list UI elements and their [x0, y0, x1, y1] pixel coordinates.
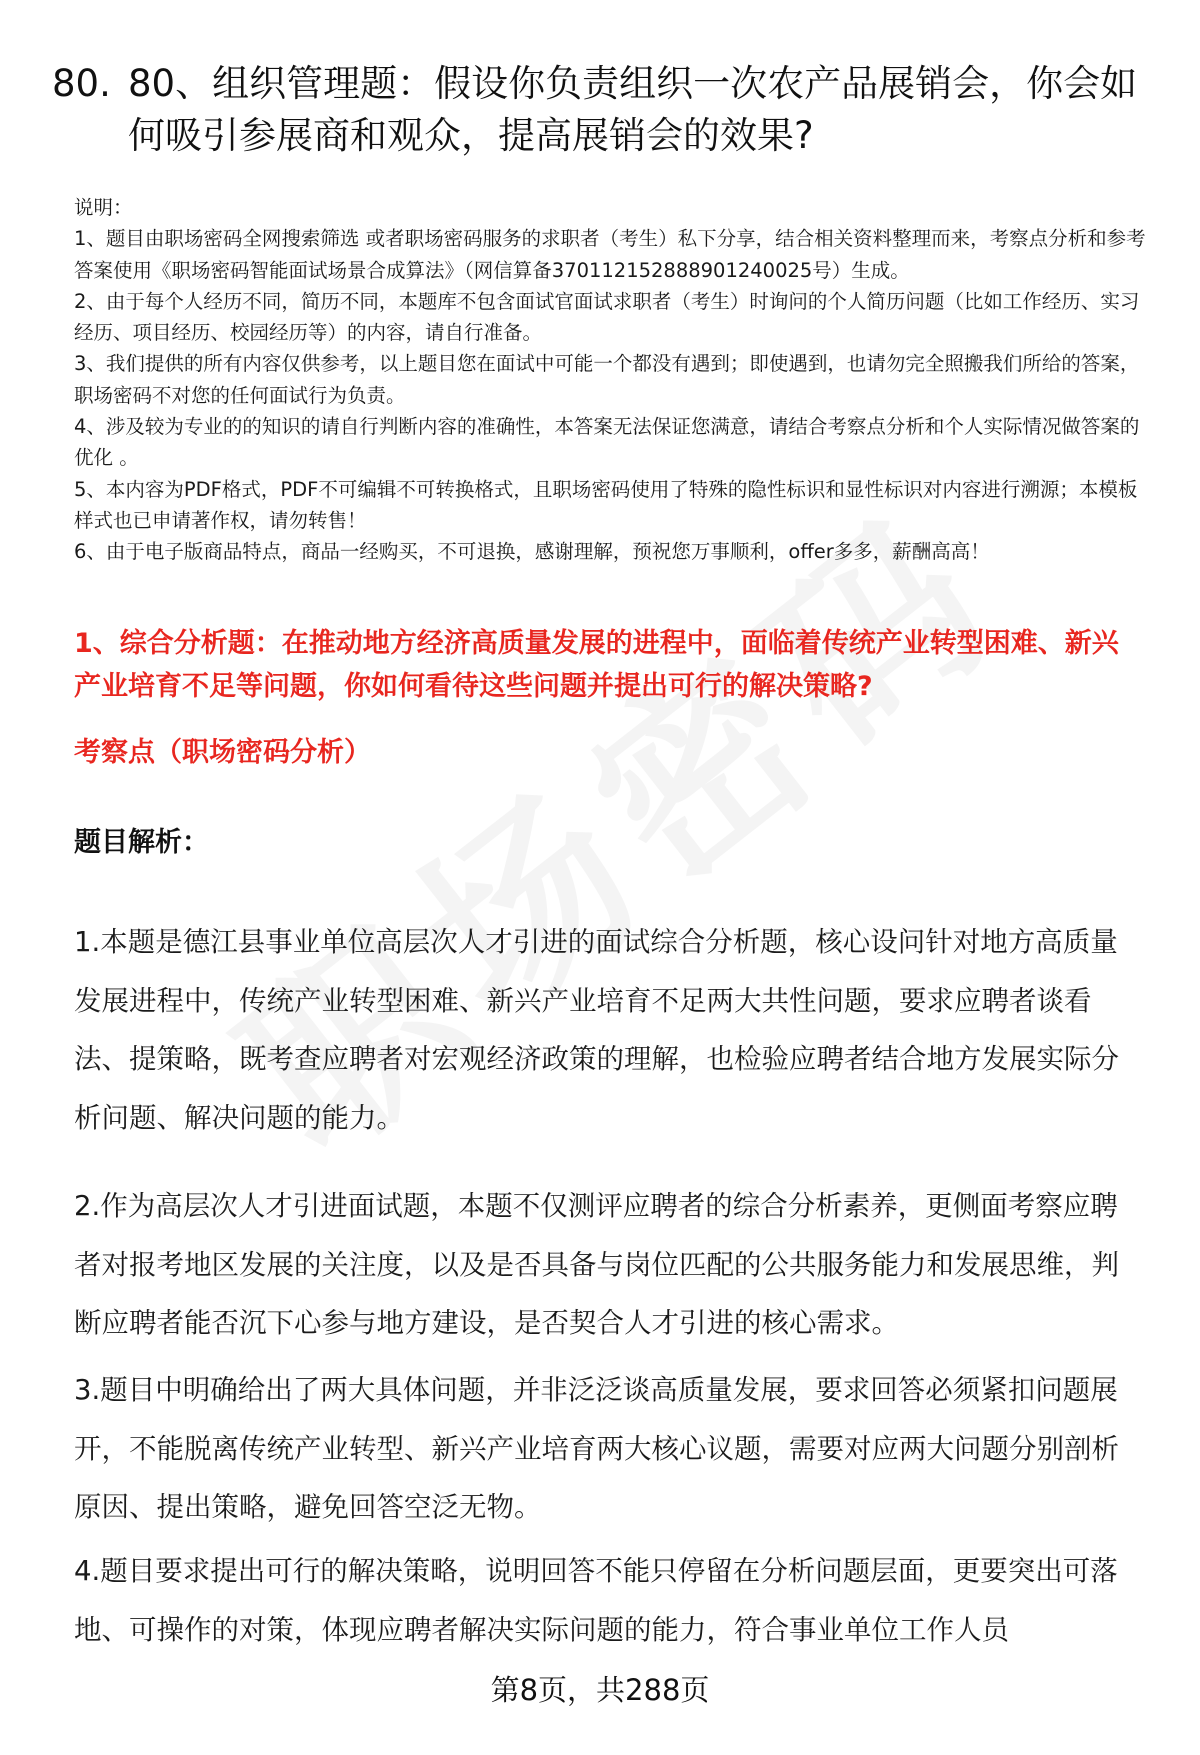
analysis-paragraph-2: 2.作为高层次人才引进面试题，本题不仅测评应聘者的综合分析素养，更侧面考察应聘者对报考地区发展的关注度，以及是否具备与岗位匹配的公共服务能力和发展思维，判断应聘者能否沉下心参与地方建设，是否契合人才引进的核心需求。 — [74, 1190, 1119, 1339]
analysis-paragraph-1: 1.本题是德江县事业单位高层次人才引进的面试综合分析题，核心设问针对地方高质量发展进程中，传统产业转型困难、新兴产业培育不足两大共性问题，要求应聘者谈看法、提策略，既考查应聘者对宏观经济政策的理解，也检验应聘者结合地方发展实际分析问题、解决问题的能力。 — [74, 926, 1119, 1134]
sub-question-title: 1、综合分析题：在推动地方经济高质量发展的进程中，面临着传统产业转型困难、新兴产业培育不足等问题，你如何看待这些问题并提出可行的解决策略? — [74, 628, 1119, 702]
note-item: 5、本内容为PDF格式，PDF不可编辑不可转换格式，且职场密码使用了特殊的隐性标识和显性标识对内容进行溯源；本模板样式也已申请著作权，请勿转售！ — [74, 477, 1138, 532]
analysis-paragraph-3: 3.题目中明确给出了两大具体问题，并非泛泛谈高质量发展，要求回答必须紧扣问题展开，不能脱离传统产业转型、新兴产业培育两大核心议题，需要对应两大问题分别剖析原因、提出策略，避免回答空泛无物。 — [74, 1374, 1119, 1523]
note-item: 1、题目由职场密码全网搜索筛选 或者职场密码服务的求职者（考生）私下分享，结合相关资料整理而来，考察点分析和参考答案使用《职场密码智能面试场景合成算法》（网信算备370112152888901240025号）生成。 — [74, 227, 1146, 282]
notes-title: 说明： — [74, 196, 133, 219]
analysis-paragraph-4: 4.题目要求提出可行的解决策略，说明回答不能只停留在分析问题层面，更要突出可落地、可操作的对策，体现应聘者解决实际问题的能力，符合事业单位工作人员 — [74, 1555, 1118, 1646]
analysis-heading: 题目解析： — [74, 827, 209, 858]
exam-point-heading: 考察点（职场密码分析） — [74, 737, 371, 768]
notes-section — [74, 192, 1152, 568]
heading-text: 80、组织管理题：假设你负责组织一次农产品展销会，你会如何吸引参展商和观众，提高展销会的效果? — [128, 62, 1138, 157]
heading-number: 80. — [52, 62, 111, 105]
page-number: 第8页，共288页 — [490, 1673, 710, 1707]
note-item: 2、由于每个人经历不同，简历不同，本题库不包含面试官面试求职者（考生）时询问的个人简历问题（比如工作经历、实习经历、项目经历、校园经历等）的内容，请自行准备。 — [74, 289, 1140, 345]
note-item: 4、涉及较为专业的的知识的请自行判断内容的准确性，本答案无法保证您满意，请结合考察点分析和个人实际情况做答案的优化 。 — [74, 415, 1140, 470]
question-heading — [52, 58, 1152, 162]
note-item: 3、我们提供的所有内容仅供参考，以上题目您在面试中可能一个都没有遇到；即使遇到，也请勿完全照搬我们所给的答案，职场密码不对您的任何面试行为负责。 — [74, 352, 1140, 407]
note-item: 6、由于电子版商品特点，商品一经购买，不可退换，感谢理解，预祝您万事顺利，offer多多，薪酬高高！ — [74, 540, 990, 564]
